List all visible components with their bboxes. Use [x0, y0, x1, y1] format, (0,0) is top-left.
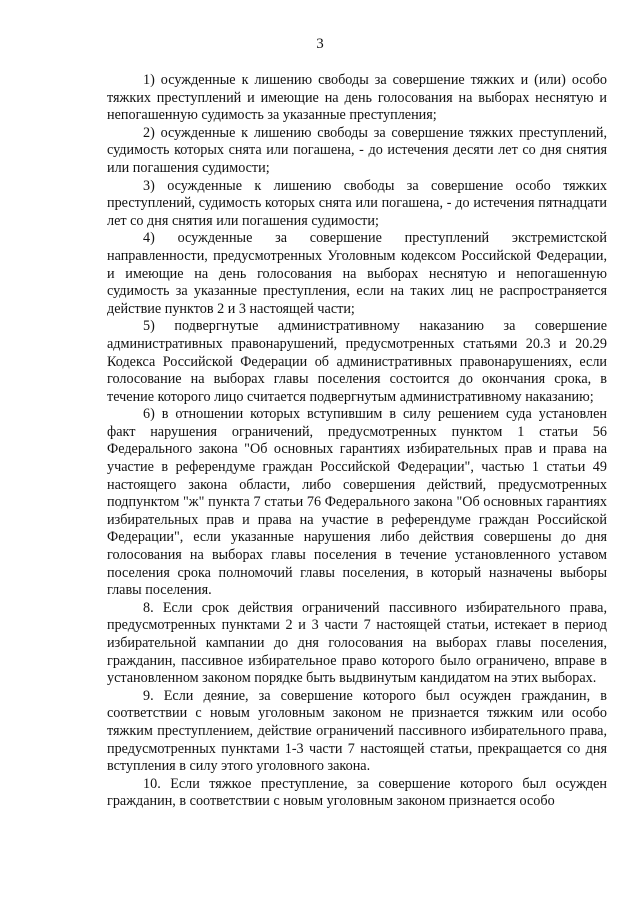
paragraph-item-4: 4) осужденные за совершение преступлений экстремистской направленности, предусмотренных Уголовным кодексом Российской Федерации, и имеющие на день голосования на выборах неснятую и непогашенную судимость за указанные преступления, если на таких лиц не распространяется действие пунктов 2 и 3 настоящей части; [107, 230, 607, 317]
paragraph-part-8: 8. Если срок действия ограничений пассивного избирательного права, предусмотренных пунктами 2 и 3 части 7 настоящей статьи, истекает в период избирательной кампании до дня голосования на выборах главы поселения, гражданин, пассивное избирательное право которого было ограничено, вправе в установленном законом порядке быть выдвинутым кандидатом на этих выборах. [107, 599, 607, 687]
paragraph-item-2: 2) осужденные к лишению свободы за совершение тяжких преступлений, судимость которых снята или погашена, - до истечения десяти лет со дня снятия или погашения судимости; [107, 124, 607, 176]
document-body [107, 72, 607, 811]
paragraph-part-9: 9. Если деяние, за совершение которого был осужден гражданин, в соответствии с новым уголовным законом не признается тяжким или особо тяжким преступлением, действие ограничений пассивного избирательного права, предусмотренных пунктами 1-3 части 7 настоящей статьи, прекращается со дня вступления в силу этого уголовного закона. [107, 687, 607, 775]
paragraph-item-6: 6) в отношении которых вступившим в силу решением суда установлен факт нарушения ограничений, предусмотренных пунктом 1 статьи 56 Федерального закона "Об основных гарантиях избирательных прав и права на участие в референдуме граждан Российской Федерации", частью 1 статьи 49 настоящего закона области, либо совершения действий, предусмотренных подпунктом "ж" пункта 7 статьи 76 Федерального закона "Об основных гарантиях избирательных прав и права на участие в референдуме граждан Российской Федерации", если указанные нарушения либо действия совершены до дня голосования на выборах главы поселения в течение установленного уставом поселения срока полномочий главы поселения, в который назначены выборы главы поселения. [107, 406, 607, 599]
paragraph-item-1: 1) осужденные к лишению свободы за совершение тяжких и (или) особо тяжких преступлений и имеющие на день голосования на выборах неснятую и непогашенную судимость за указанные преступления; [107, 72, 607, 124]
paragraph-item-5: 5) подвергнутые административному наказанию за совершение административных правонарушений, предусмотренных статьями 20.3 и 20.29 Кодекса Российской Федерации об административных правонарушениях, если голосование на выборах главы поселения состоится до окончания срока, в течение которого лицо считается подвергнутым административному наказанию; [107, 318, 607, 405]
paragraph-part-10: 10. Если тяжкое преступление, за совершение которого был осужден гражданин, в соответствии с новым уголовным законом признается особо [107, 775, 607, 810]
paragraph-item-3: 3) осужденные к лишению свободы за совершение особо тяжких преступлений, судимость которых снята или погашена, - до истечения пятнадцати лет со дня снятия или погашения судимости; [107, 177, 607, 229]
page-number: 3 [316, 36, 324, 52]
